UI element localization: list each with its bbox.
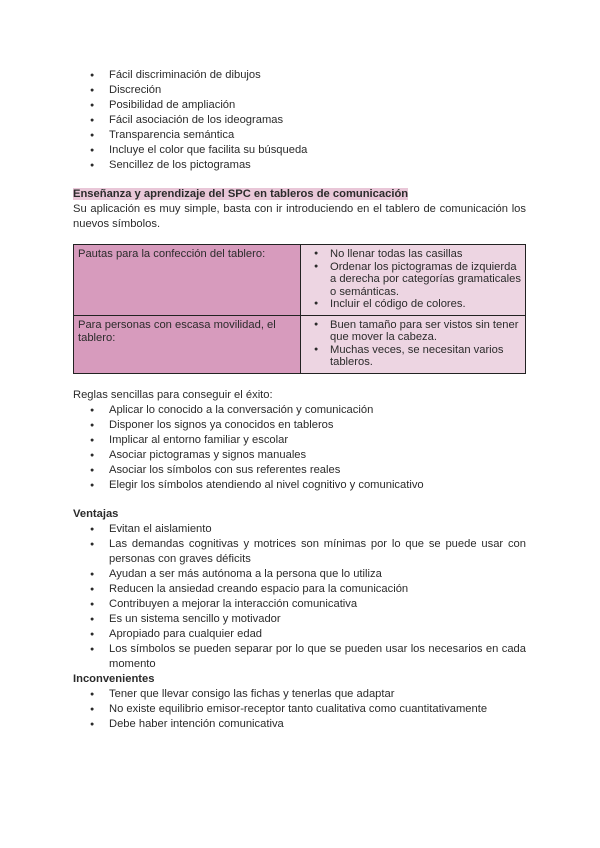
table-cell-label: Para personas con escasa movilidad, el tablero: [74,315,301,373]
list-item: ● No llenar todas las casillas [305,248,521,261]
list-item: ● Fácil asociación de los ideogramas [73,113,526,128]
list-item: ● Muchas veces, se necesitan varios tableros. [305,344,521,369]
table-cell-label: Pautas para la confección del tablero: [74,245,301,316]
list-item: ● Ayudan a ser más autónoma a la persona que lo utiliza [73,567,526,582]
list-item: ● Apropiado para cualquier edad [73,627,526,642]
list-item: ● Asociar los símbolos con sus referentes reales [73,463,526,478]
list-item: ● Buen tamaño para ser vistos sin tener que mover la cabeza. [305,319,521,344]
advantages-list [73,522,526,672]
rules-intro: Reglas sencillas para conseguir el éxito: [73,388,273,401]
section-heading: Enseñanza y aprendizaje del SPC en tableros de comunicación [73,188,409,200]
document-page [73,68,526,732]
list-item: ● Es un sistema sencillo y motivador [73,612,526,627]
table-row [74,245,526,316]
list-item: ● Incluye el color que facilita su búsqueda [73,143,526,158]
list-item: ● No existe equilibrio emisor-receptor tanto cualitativa como cuantitativamente [73,702,526,717]
list-item: ● Asociar pictogramas y signos manuales [73,448,526,463]
list-item: ● Posibilidad de ampliación [73,98,526,113]
list-item: ● Reducen la ansiedad creando espacio para la comunicación [73,582,526,597]
teaching-section [73,187,526,202]
table-cell-list [301,315,526,373]
advantages-heading: Ventajas [73,507,119,520]
rules-list [73,403,526,493]
list-item: ● Debe haber intención comunicativa [73,717,526,732]
list-item: ● Implicar al entorno familiar y escolar [73,433,526,448]
list-item: ● Transparencia semántica [73,128,526,143]
list-item: ● Aplicar lo conocido a la conversación y comunicación [73,403,526,418]
table-cell-list [301,245,526,316]
list-item: ● Sencillez de los pictogramas [73,158,526,173]
list-item: ● Las demandas cognitivas y motrices son mínimas por lo que se puede usar con personas con graves déficits [73,537,526,567]
disadvantages-heading: Inconvenientes [73,672,155,685]
disadvantages-list [73,687,526,732]
list-item: ● Discreción [73,83,526,98]
table-row [74,315,526,373]
list-item: ● Elegir los símbolos atendiendo al nivel cognitivo y comunicativo [73,478,526,493]
guidelines-table [73,244,526,374]
teaching-paragraph: Su aplicación es muy simple, basta con ir introduciendo en el tablero de comunicación los nuevos símbolos. [73,203,526,230]
features-list [73,68,526,173]
list-item: ● Disponer los signos ya conocidos en tableros [73,418,526,433]
list-item: ● Ordenar los pictogramas de izquierda a derecha por categorías gramaticales o semánticas. [305,261,521,299]
list-item: ● Fácil discriminación de dibujos [73,68,526,83]
list-item: ● Los símbolos se pueden separar por lo que se pueden usar los necesarios en cada momento [73,642,526,672]
list-item: ● Incluir el código de colores. [305,298,521,311]
list-item: ● Contribuyen a mejorar la interacción comunicativa [73,597,526,612]
list-item: ● Evitan el aislamiento [73,522,526,537]
list-item: ● Tener que llevar consigo las fichas y tenerlas que adaptar [73,687,526,702]
